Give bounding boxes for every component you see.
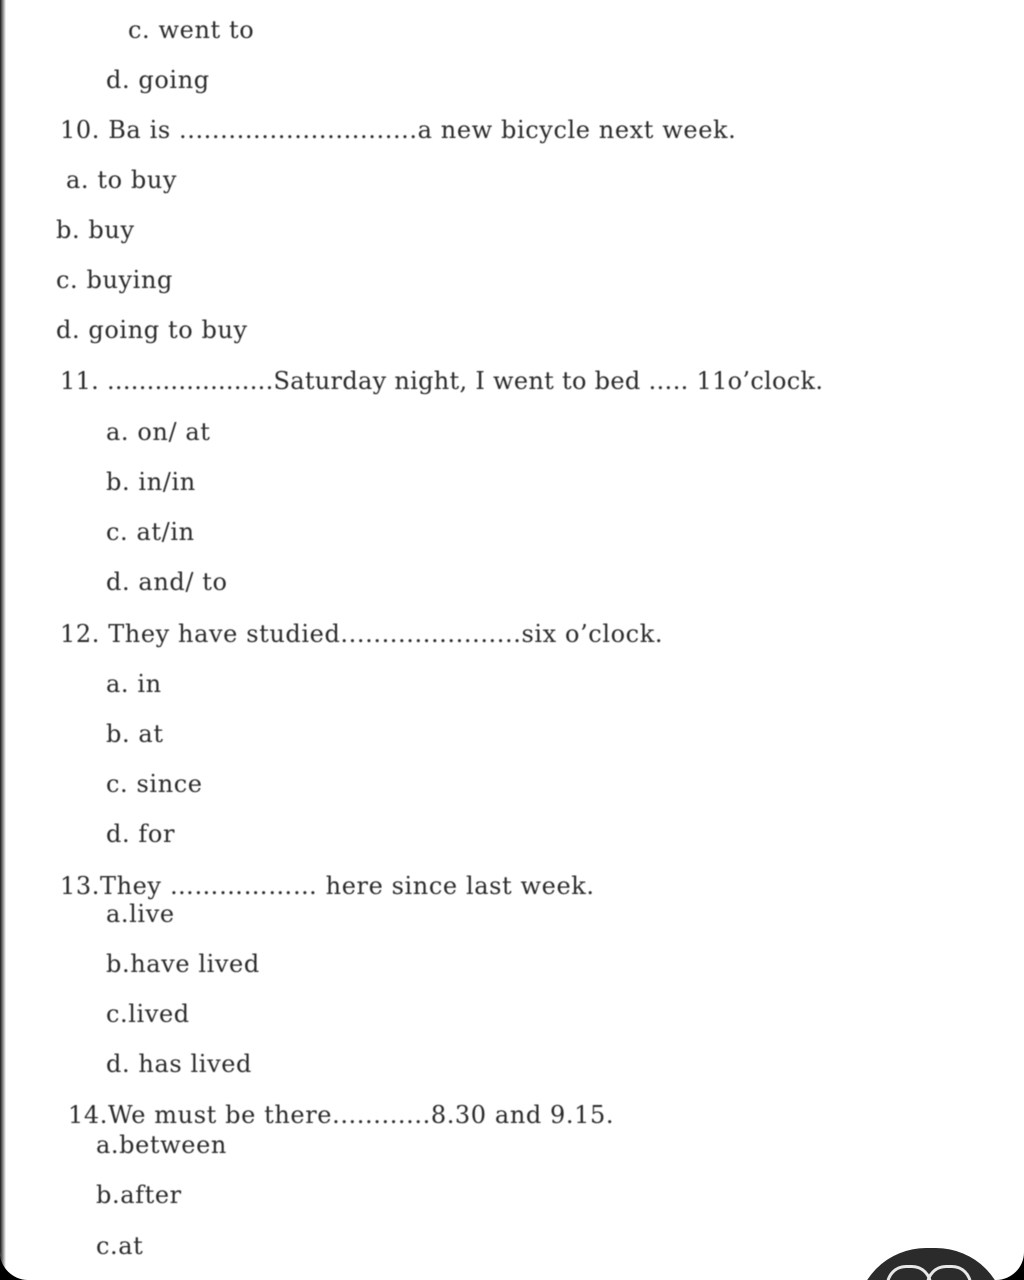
option-13a: a.live	[106, 900, 175, 928]
question-11: 11. .....................Saturday night, I went to bed ….. 11o’clock.	[60, 367, 824, 395]
option-10d: d. going to buy	[56, 316, 248, 344]
option-9c: c. went to	[128, 16, 255, 44]
option-13b: b.have lived	[106, 950, 260, 978]
option-12c: c. since	[106, 770, 203, 798]
option-14b: b.after	[96, 1181, 182, 1209]
question-13: 13.They ……………… here since last week.	[60, 872, 595, 900]
option-12a: a. in	[106, 670, 162, 698]
option-9d: d. going	[106, 66, 210, 94]
option-10c: c. buying	[56, 266, 173, 294]
option-12b: b. at	[106, 720, 164, 748]
question-10: 10. Ba is .............................a new bicycle next week.	[60, 116, 737, 144]
option-14c: c.at	[96, 1232, 144, 1260]
option-14a: a.between	[96, 1131, 227, 1159]
option-11d: d. and/ to	[106, 568, 228, 596]
option-11c: c. at/in	[106, 518, 195, 546]
option-11b: b. in/in	[106, 468, 196, 496]
question-12: 12. They have studied......................six o’clock.	[60, 620, 664, 648]
question-14: 14.We must be there............8.30 and 9.15.	[68, 1101, 615, 1129]
page-shadow-edge	[0, 0, 6, 1280]
option-12d: d. for	[106, 820, 176, 848]
option-11a: a. on/ at	[106, 418, 211, 446]
option-13c: c.lived	[106, 1000, 190, 1028]
option-10b: b. buy	[56, 216, 135, 244]
option-13d: d. has lived	[106, 1050, 253, 1078]
option-10a: a. to buy	[66, 166, 178, 194]
